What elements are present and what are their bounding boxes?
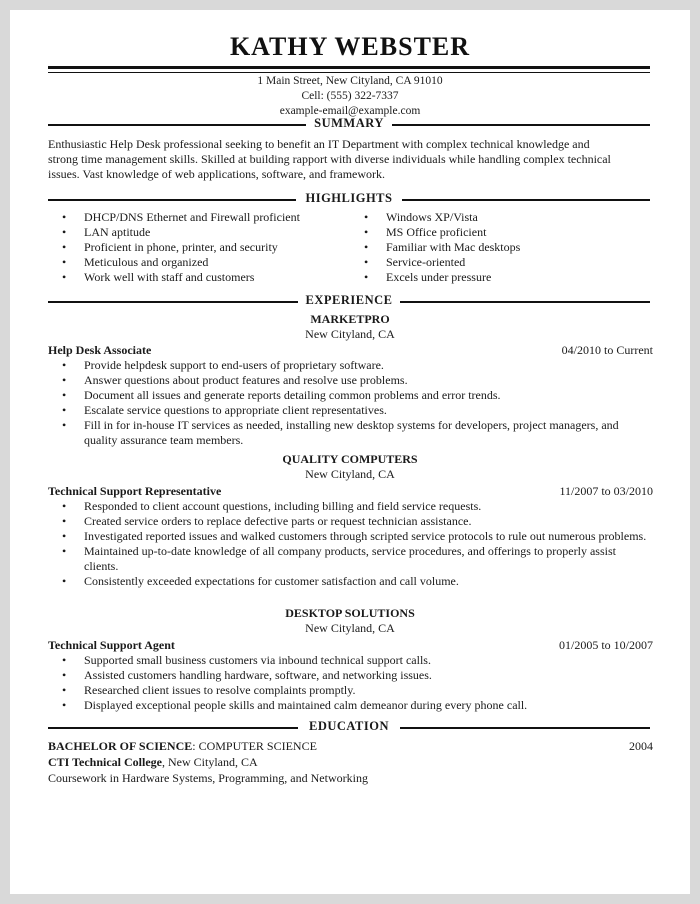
list-item: • LAN aptitude bbox=[48, 225, 358, 240]
job-location: New Cityland, CA bbox=[305, 327, 395, 341]
education-coursework: Coursework in Hardware Systems, Programming, and Networking bbox=[48, 771, 368, 785]
experience-heading bbox=[48, 293, 650, 309]
divider-line bbox=[392, 124, 650, 126]
list-item: • Familiar with Mac desktops bbox=[350, 240, 640, 255]
summary-line: issues. Vast knowledge of web applications, software, and framework. bbox=[48, 167, 386, 181]
education-heading bbox=[48, 719, 650, 735]
list-item: • Service-oriented bbox=[350, 255, 640, 270]
job-location: New Cityland, CA bbox=[305, 621, 395, 635]
highlights-right-list bbox=[350, 210, 640, 285]
contact-email: example-email@example.com bbox=[279, 105, 421, 117]
divider-line bbox=[400, 727, 650, 729]
header-rule-thick bbox=[48, 66, 650, 69]
list-item: • Work well with staff and customers bbox=[48, 270, 358, 285]
header-rule-thin bbox=[48, 72, 650, 73]
section-title: HIGHLIGHTS bbox=[305, 191, 393, 205]
job-company: DESKTOP SOLUTIONS bbox=[285, 606, 415, 620]
degree-major: : COMPUTER SCIENCE bbox=[192, 739, 317, 753]
contact-address: 1 Main Street, New Cityland, CA 91010 bbox=[257, 75, 443, 87]
job-duties-list bbox=[48, 499, 653, 589]
highlights-left-list bbox=[48, 210, 358, 285]
list-item: • Proficient in phone, printer, and security bbox=[48, 240, 358, 255]
job-dates: 01/2005 to 10/2007 bbox=[558, 638, 653, 652]
summary-text bbox=[48, 137, 653, 182]
job-title-row bbox=[48, 343, 653, 358]
summary-line: Enthusiastic Help Desk professional seeking to benefit an IT Department with complex technical knowledge and bbox=[48, 137, 590, 151]
graduation-year: 2004 bbox=[629, 739, 653, 753]
list-item: • Consistently exceeded expectations for customer satisfaction and call volume. bbox=[48, 574, 653, 589]
education-degree-row bbox=[48, 739, 653, 754]
contact-cell: Cell: (555) 322-7337 bbox=[301, 90, 399, 102]
divider-line bbox=[402, 199, 650, 201]
list-item: • Assisted customers handling hardware, software, and networking issues. bbox=[48, 668, 653, 683]
resume-page bbox=[10, 10, 690, 894]
candidate-name: KATHY WEBSTER bbox=[229, 32, 471, 61]
education-school-row bbox=[48, 755, 653, 770]
job-title: Technical Support Agent bbox=[48, 638, 175, 652]
list-item: • Responded to client account questions, including billing and field service requests. bbox=[48, 499, 653, 514]
job-company: QUALITY COMPUTERS bbox=[282, 452, 418, 466]
highlights-heading bbox=[48, 191, 650, 207]
job-dates: 04/2010 to Current bbox=[561, 343, 653, 357]
school-location: , New Cityland, CA bbox=[162, 755, 258, 769]
list-item: • Supported small business customers via inbound technical support calls. bbox=[48, 653, 653, 668]
summary-line: strong time management skills. Skilled at building rapport with diverse individuals while handling complex technical bbox=[48, 152, 611, 166]
job-title: Help Desk Associate bbox=[48, 343, 152, 357]
list-item: • Researched client issues to resolve complaints promptly. bbox=[48, 683, 653, 698]
job-company: MARKETPRO bbox=[310, 312, 390, 326]
list-item: • DHCP/DNS Ethernet and Firewall proficient bbox=[48, 210, 358, 225]
job-duties-list bbox=[48, 653, 653, 713]
section-title: EDUCATION bbox=[309, 719, 389, 733]
summary-heading bbox=[48, 116, 650, 132]
job-title-row bbox=[48, 484, 653, 499]
list-item: • Answer questions about product features and resolve use problems. bbox=[48, 373, 653, 388]
list-item: • Excels under pressure bbox=[350, 270, 640, 285]
divider-line bbox=[400, 301, 650, 303]
list-item: • Windows XP/Vista bbox=[350, 210, 640, 225]
list-item: • Document all issues and generate reports detailing common problems and error trends. bbox=[48, 388, 653, 403]
list-item: • Investigated reported issues and walked customers through scripted service protocols to rule out numerous problems. bbox=[48, 529, 653, 544]
list-item: • Maintained up-to-date knowledge of all company products, service procedures, and offerings to properly assist clients. bbox=[48, 544, 653, 574]
job-location: New Cityland, CA bbox=[305, 467, 395, 481]
section-title: SUMMARY bbox=[314, 116, 384, 130]
section-title: EXPERIENCE bbox=[305, 293, 393, 307]
list-item: • Provide helpdesk support to end-users of proprietary software. bbox=[48, 358, 653, 373]
school-name: CTI Technical College bbox=[48, 755, 163, 769]
job-title-row bbox=[48, 638, 653, 653]
list-item: • Displayed exceptional people skills and maintained calm demeanor during every phone call. bbox=[48, 698, 653, 713]
list-item: • Created service orders to replace defective parts or request technician assistance. bbox=[48, 514, 653, 529]
list-item: • Fill in for in-house IT services as needed, installing new desktop systems for developers, project managers, and quality assurance team members. bbox=[48, 418, 653, 448]
list-item: • Meticulous and organized bbox=[48, 255, 358, 270]
job-dates: 11/2007 to 03/2010 bbox=[559, 484, 653, 498]
list-item: • MS Office proficient bbox=[350, 225, 640, 240]
list-item: • Escalate service questions to appropriate client representatives. bbox=[48, 403, 653, 418]
job-duties-list bbox=[48, 358, 653, 448]
degree-name: BACHELOR OF SCIENCE bbox=[48, 739, 193, 753]
job-title: Technical Support Representative bbox=[48, 484, 222, 498]
